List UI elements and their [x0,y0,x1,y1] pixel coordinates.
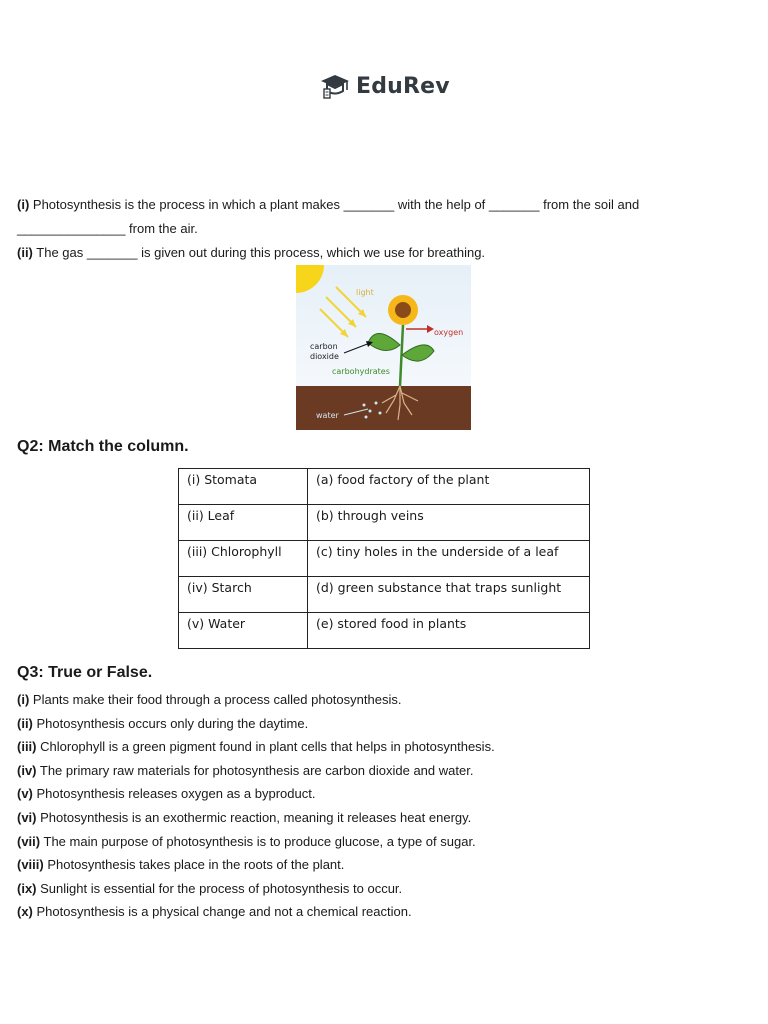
q1-item [17,193,717,217]
item-text: _______________ from the air. [17,221,198,236]
item-number: (iii) [17,739,37,755]
q1-section [17,193,717,265]
left-cell: (iv) Starch [179,577,308,613]
table-row [179,613,590,649]
item-text: Photosynthesis is the process in which a plant makes _______ with the help of _______ from the soil and [32,197,640,212]
item-text: Sunlight is essential for the process of photosynthesis to occur. [40,880,403,896]
list-item [17,900,737,924]
left-cell: (iii) Chlorophyll [179,541,308,577]
list-item [17,830,737,854]
item-number: (ii) [17,245,33,260]
table-row [179,505,590,541]
item-number: (ii) [17,715,33,731]
q3-title: Q3: True or False. [17,664,153,681]
list-item [17,806,737,830]
water-label: water [316,411,339,420]
list-item [17,877,737,901]
item-text: Photosynthesis occurs only during the daytime. [36,715,309,731]
item-text: The main purpose of photosynthesis is to produce glucose, a type of sugar. [43,833,476,849]
soil [296,386,471,430]
list-item [17,782,737,806]
right-cell: (b) through veins [308,505,590,541]
right-cell: (c) tiny holes in the underside of a leaf [308,541,590,577]
item-text: Chlorophyll is a green pigment found in plant cells that helps in photosynthesis. [40,739,495,755]
list-item [17,688,737,712]
right-cell: (e) stored food in plants [308,613,590,649]
item-number: (x) [17,904,33,920]
sunflower-icon [388,295,418,325]
q3-list [17,688,737,924]
item-number: (iv) [17,762,37,778]
oxygen-label: oxygen [434,328,464,337]
item-text: Photosynthesis is an exothermic reaction, meaning it releases heat energy. [40,809,472,825]
item-number: (i) [17,197,30,212]
q2-title: Q2: Match the column. [17,438,189,455]
table-row [179,469,590,505]
item-text: Photosynthesis releases oxygen as a byproduct. [36,786,316,802]
right-cell: (a) food factory of the plant [308,469,590,505]
item-number: (ix) [17,880,37,896]
item-number: (viii) [17,857,44,873]
item-text: Photosynthesis takes place in the roots of the plant. [47,857,345,873]
match-table [178,468,590,649]
item-text: The gas _______ is given out during this process, which we use for breathing. [36,245,486,260]
item-number: (v) [17,786,33,802]
left-cell: (ii) Leaf [179,505,308,541]
list-item [17,853,737,877]
light-label: light [356,288,374,297]
list-item [17,735,737,759]
item-number: (vi) [17,809,37,825]
item-text: Plants make their food through a process called photosynthesis. [32,692,402,707]
item-text: Photosynthesis is a physical change and not a chemical reaction. [36,904,412,920]
list-item [17,712,737,736]
item-number: (vii) [17,833,41,849]
edurev-logo [320,71,450,101]
photosynthesis-diagram [296,265,471,430]
left-cell: (v) Water [179,613,308,649]
brand-name: EduRev [356,73,450,99]
q1-item-continuation [17,217,717,241]
dioxide-label: dioxide [310,352,339,361]
list-item [17,759,737,783]
item-number: (i) [17,692,30,707]
table-row [179,577,590,613]
item-text: The primary raw materials for photosynthesis are carbon dioxide and water. [39,762,474,778]
carbon-label: carbon [310,342,338,351]
q1-item [17,241,717,265]
carbohydrates-label: carbohydrates [332,367,390,376]
left-cell: (i) Stomata [179,469,308,505]
graduation-cap-icon [320,72,350,100]
table-row [179,541,590,577]
right-cell: (d) green substance that traps sunlight [308,577,590,613]
